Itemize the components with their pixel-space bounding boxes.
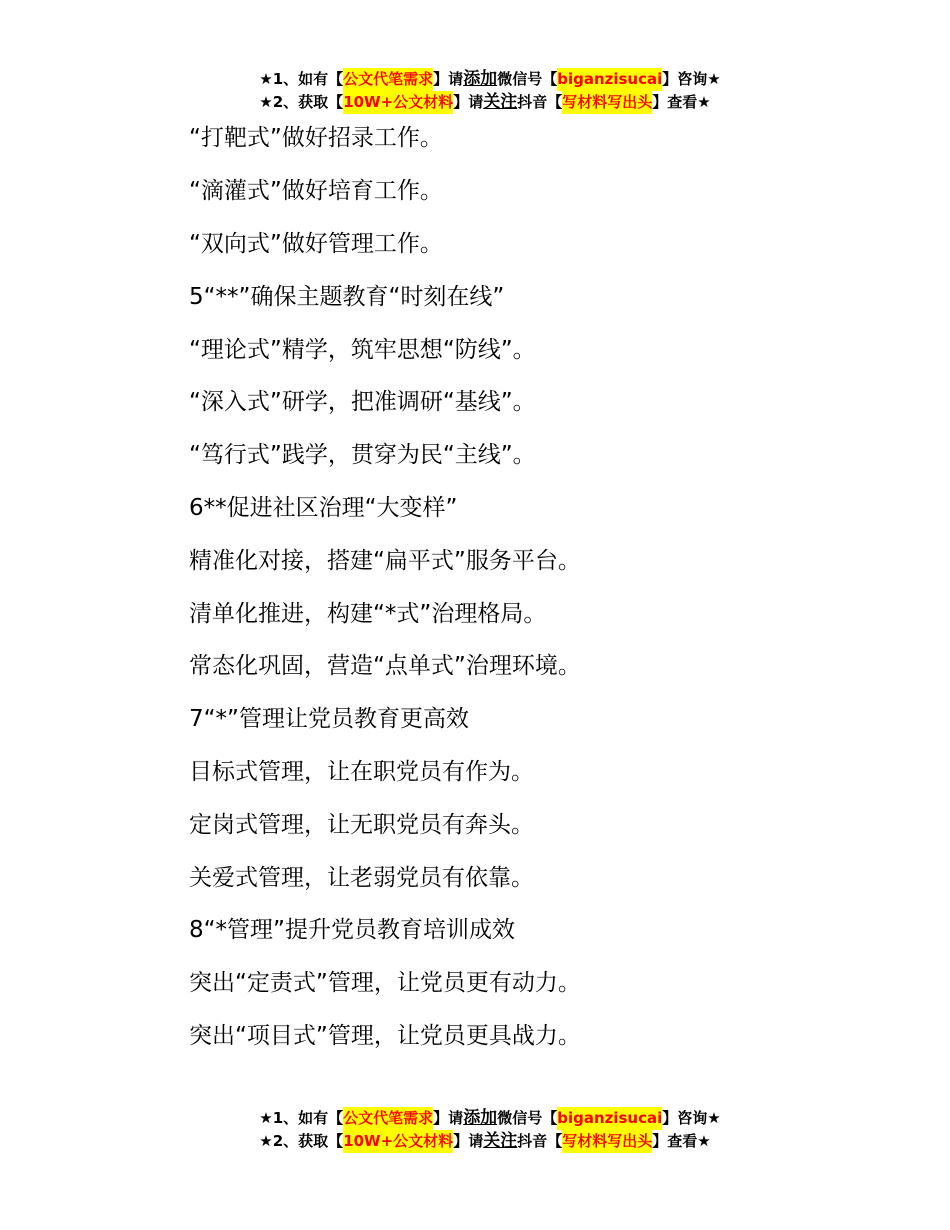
- header-line2-underline-follow: 关注: [483, 92, 518, 112]
- paragraph-15: 关爱式管理，让老弱党员有依靠。: [189, 864, 534, 891]
- footer-line1-prefix: ★1、如有【: [259, 1109, 344, 1127]
- footer-line2-prefix: ★2、获取【: [259, 1132, 344, 1150]
- header-line1-highlight-wechat-id: biganzisucai: [557, 68, 662, 91]
- header-line2-highlight-account: 写材料写出头: [562, 91, 652, 114]
- header-line2-highlight-materials: 10W+公文材料: [343, 91, 453, 114]
- header-line1-highlight-service: 公文代笔需求: [343, 68, 433, 91]
- section-heading-7: 7“*”管理让党员教育更高效: [189, 706, 469, 733]
- header-line1-text-please: 】请: [433, 70, 464, 88]
- footer-line1-text-wechat: 微信号【: [497, 1109, 558, 1127]
- paragraph-14: 定岗式管理，让无职党员有奔头。: [189, 811, 534, 838]
- document-body: [189, 112, 889, 1062]
- header-banner-line-2: [0, 91, 950, 114]
- paragraph-10: 清单化推进，构建“*式”治理格局。: [189, 600, 547, 627]
- footer-line1-highlight-service: 公文代笔需求: [343, 1107, 433, 1130]
- paragraph-3: “双向式”做好管理工作。: [189, 230, 443, 257]
- header-line2-text-please: 】请: [453, 93, 484, 111]
- footer-banner-line-2: [0, 1130, 950, 1153]
- paragraph-2: “滴灌式”做好培育工作。: [189, 178, 443, 205]
- footer-line1-underline-add: 添加: [463, 1108, 498, 1128]
- header-line2-suffix: 】查看★: [652, 93, 711, 111]
- section-heading-8: 8“*管理”提升党员教育培训成效: [189, 917, 515, 944]
- footer-line1-highlight-wechat-id: biganzisucai: [557, 1107, 662, 1130]
- header-banner: [0, 68, 950, 114]
- header-line1-underline-add: 添加: [463, 69, 498, 89]
- footer-line2-highlight-materials: 10W+公文材料: [343, 1130, 453, 1153]
- footer-line2-highlight-account: 写材料写出头: [562, 1130, 652, 1153]
- footer-banner: [0, 1107, 950, 1153]
- header-line1-prefix: ★1、如有【: [259, 70, 344, 88]
- footer-line1-text-please: 】请: [433, 1109, 464, 1127]
- footer-line2-underline-follow: 关注: [483, 1131, 518, 1151]
- header-line1-suffix: 】咨询★: [662, 70, 721, 88]
- footer-line2-text-douyin: 抖音【: [517, 1132, 563, 1150]
- footer-line1-suffix: 】咨询★: [662, 1109, 721, 1127]
- paragraph-6: “深入式”研学，把准调研“基线”。: [189, 389, 536, 416]
- paragraph-5: “理论式”精学，筑牢思想“防线”。: [189, 336, 536, 363]
- header-banner-line-1: [0, 68, 950, 91]
- paragraph-11: 常态化巩固，营造“点单式”治理环境。: [189, 653, 581, 680]
- header-line1-text-wechat: 微信号【: [497, 70, 558, 88]
- header-line2-text-douyin: 抖音【: [517, 93, 563, 111]
- paragraph-17: 突出“定责式”管理，让党员更有动力。: [189, 970, 581, 997]
- paragraph-13: 目标式管理，让在职党员有作为。: [189, 758, 534, 785]
- section-heading-6: 6**促进社区治理“大变样”: [189, 494, 458, 521]
- header-line2-prefix: ★2、获取【: [259, 93, 344, 111]
- paragraph-9: 精准化对接，搭建“扁平式”服务平台。: [189, 547, 581, 574]
- paragraph-7: “笃行式”践学，贯穿为民“主线”。: [189, 442, 536, 469]
- paragraph-18: 突出“项目式”管理，让党员更具战力。: [189, 1022, 581, 1049]
- section-heading-5: 5“**”确保主题教育“时刻在线”: [189, 283, 505, 310]
- paragraph-1: “打靶式”做好招录工作。: [189, 125, 443, 152]
- footer-line2-suffix: 】查看★: [652, 1132, 711, 1150]
- footer-line2-text-please: 】请: [453, 1132, 484, 1150]
- footer-banner-line-1: [0, 1107, 950, 1130]
